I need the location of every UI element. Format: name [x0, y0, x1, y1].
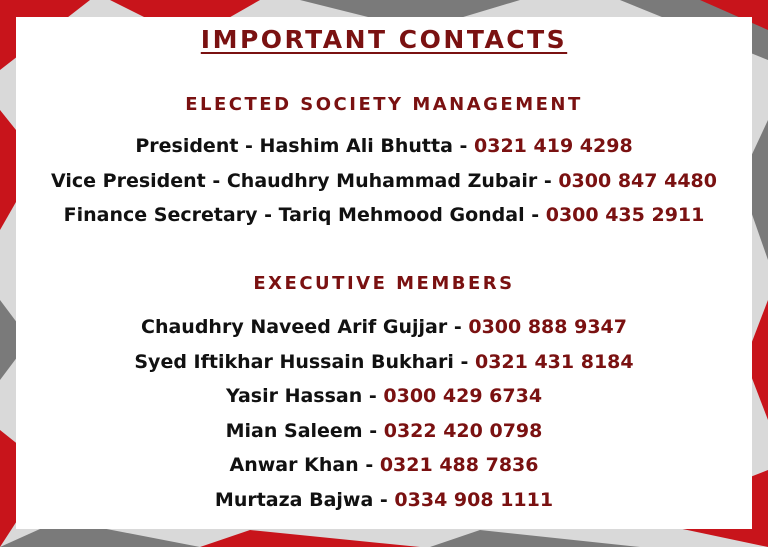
- contact-name: Vice President - Chaudhry Muhammad Zubair -: [51, 170, 559, 192]
- contact-line: [16, 351, 752, 373]
- contact-name: Syed Iftikhar Hussain Bukhari -: [134, 351, 475, 373]
- phone-number: 0321 419 4298: [474, 135, 633, 157]
- contact-name: Chaudhry Naveed Arif Gujjar -: [141, 316, 469, 338]
- contact-line: [16, 385, 752, 407]
- contact-name: President - Hashim Ali Bhutta -: [135, 135, 475, 157]
- contact-line: [16, 454, 752, 476]
- section-heading-executive: EXECUTIVE MEMBERS: [253, 273, 515, 294]
- phone-number: 0300 435 2911: [545, 204, 705, 226]
- phone-number: 0321 488 7836: [379, 454, 539, 476]
- contact-line: [16, 135, 752, 157]
- contact-line: [16, 204, 752, 226]
- contact-name: Murtaza Bajwa -: [214, 489, 395, 511]
- phone-number: 0300 429 6734: [383, 385, 543, 407]
- phone-number: 0300 888 9347: [468, 316, 627, 338]
- section-heading-management: ELECTED SOCIETY MANAGEMENT: [185, 94, 583, 115]
- contact-name: Yasir Hassan -: [225, 385, 384, 407]
- contact-line: [16, 316, 752, 338]
- contact-line: [16, 170, 752, 192]
- contact-line: [16, 489, 752, 511]
- phone-number: 0334 908 1111: [394, 489, 554, 511]
- contact-name: Anwar Khan -: [229, 454, 380, 476]
- page-title: IMPORTANT CONTACTS: [200, 25, 568, 54]
- phone-number: 0321 431 8184: [474, 351, 634, 373]
- phone-number: 0300 847 4480: [558, 170, 717, 192]
- phone-number: 0322 420 0798: [383, 420, 543, 442]
- contact-line: [16, 420, 752, 442]
- contact-name: Mian Saleem -: [225, 420, 384, 442]
- contact-name: Finance Secretary - Tariq Mehmood Gondal -: [63, 204, 546, 226]
- contacts-card: [16, 17, 752, 529]
